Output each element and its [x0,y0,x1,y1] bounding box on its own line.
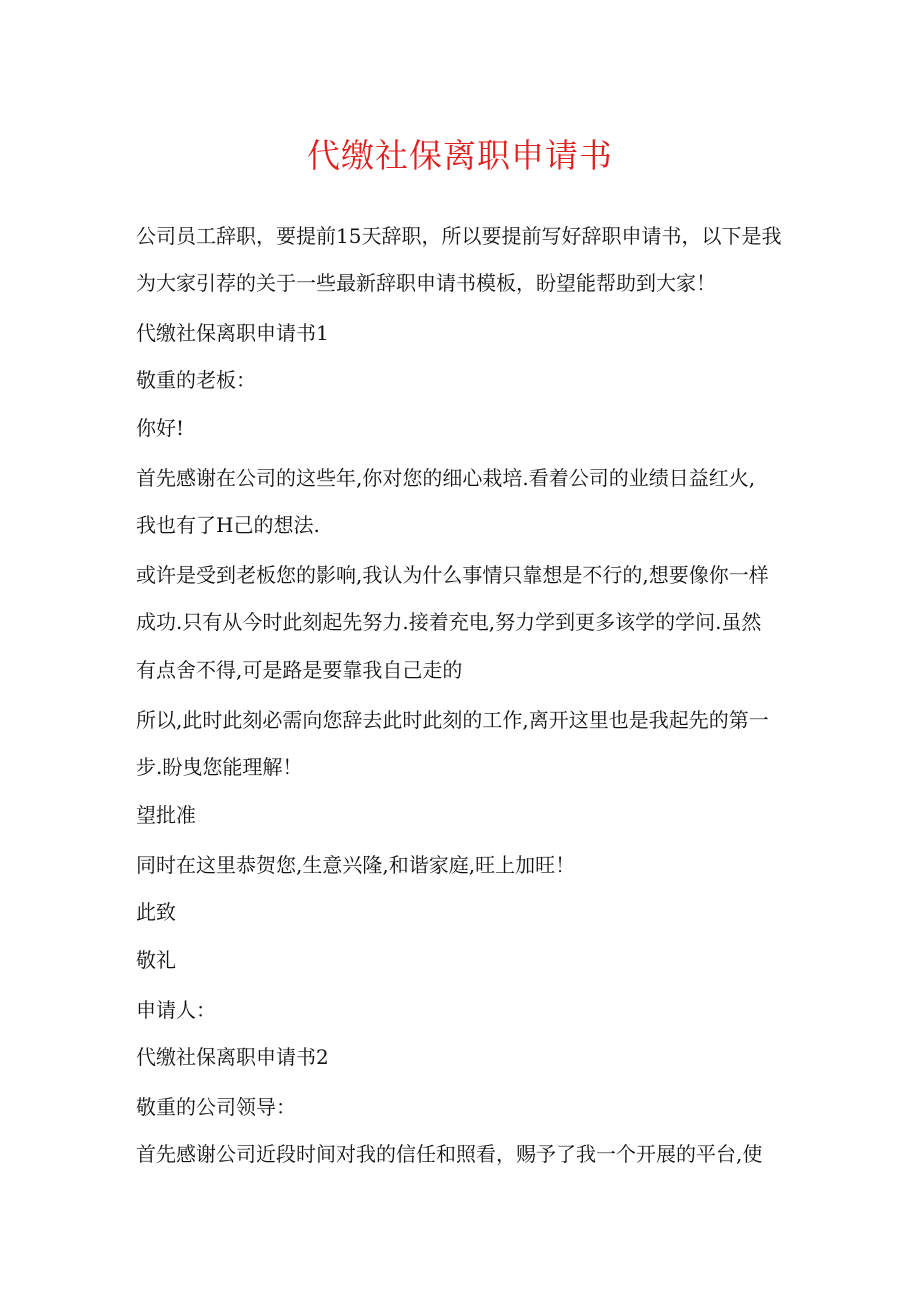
body-line-7: 有点舍不得,可是路是要靠我自己走的 [136,658,463,682]
body-line-8: 所以,此时此刻必需向您辞去此时此刻的工作,离开这里也是我起先的第一 [136,708,769,732]
section-heading-1: 代缴社保离职申请书1 [136,321,329,345]
body-line-6: 成功.只有从今时此刻起先努力.接着充电,努力学到更多该学的学问.虽然 [136,610,762,634]
body-line-2: 为大家引荐的关于一些最新辞职申请书模板，盼望能帮助到大家！ [136,271,716,295]
closing-2: 敬礼 [136,948,176,972]
body-line-10: 同时在这里恭贺您,生意兴隆,和谐家庭,旺上加旺！ [136,853,576,877]
greeting: 你好! [136,416,185,440]
applicant-label: 申请人： [136,998,216,1022]
salutation-1: 敬重的老板： [136,368,256,392]
closing-1: 此致 [136,900,176,924]
body-line-5: 或许是受到老板您的影响,我认为什么事情只靠想是不行的,想要像你一样 [136,563,769,587]
request-approval: 望批准 [136,803,196,827]
section-heading-2: 代缴社保离职申请书2 [136,1045,329,1069]
salutation-2: 敬重的公司领导： [136,1095,296,1119]
body-line-1: 公司员工辞职，要提前15天辞职，所以要提前写好辞职申请书，以下是我 [136,224,782,248]
document-title: 代缴社保离职申请书 [307,136,613,175]
body-line-4: 我也有了H己的想法. [136,513,320,537]
body-line-11: 首先感谢公司近段时间对我的信任和照看，赐予了我一个开展的平台,使 [136,1142,763,1166]
body-line-9: 步.盼曳您能理解！ [136,755,303,779]
body-line-3: 首先感谢在公司的这些年,你对您的细心栽培.看着公司的业绩日益红火, [136,466,756,490]
